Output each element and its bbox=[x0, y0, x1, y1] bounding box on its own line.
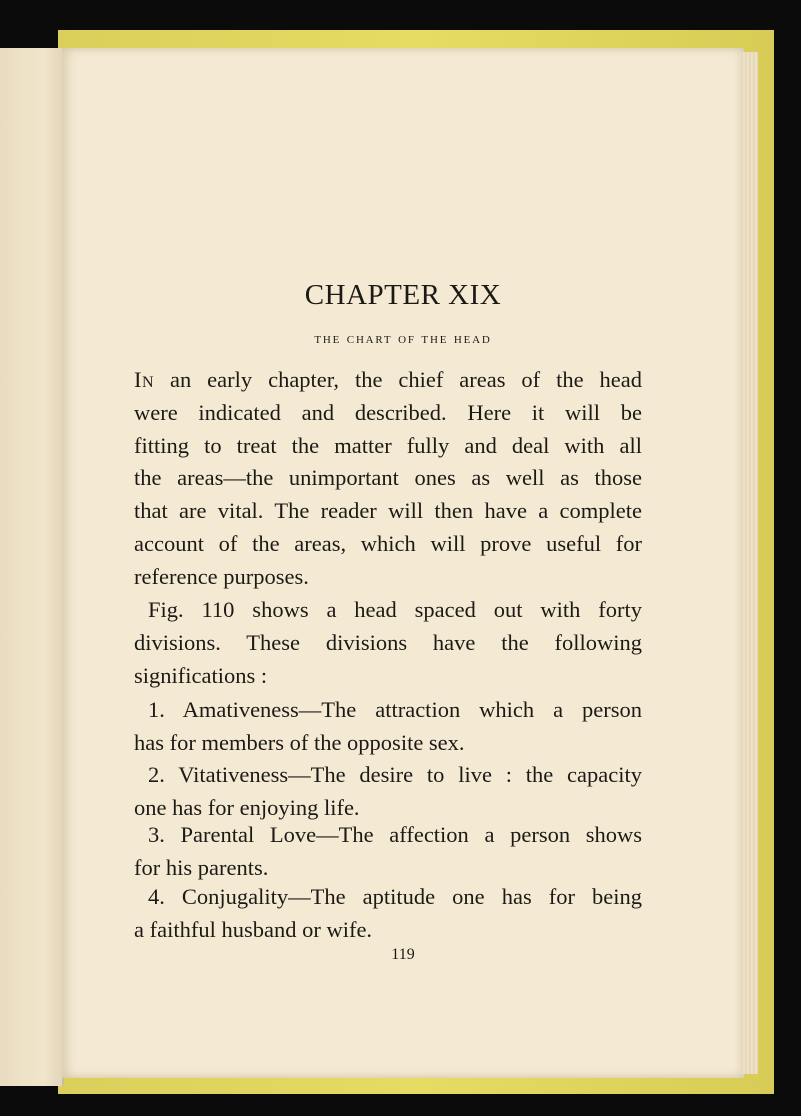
list-item-2 bbox=[134, 759, 642, 825]
paragraph-line: account of the areas, which will prove useful for bbox=[134, 530, 642, 556]
page-edges bbox=[740, 52, 758, 1074]
list-item-1 bbox=[134, 694, 642, 760]
paragraph-line: significations : bbox=[134, 662, 268, 688]
paragraph-line: Fig. 110 shows a head spaced out with forty bbox=[148, 597, 642, 622]
paragraph-line: that are vital. The reader will then have a complete bbox=[134, 498, 642, 524]
paragraph-intro bbox=[134, 364, 642, 594]
lead-word: In bbox=[134, 367, 155, 392]
list-item-4 bbox=[134, 881, 642, 947]
list-line: one has for enjoying life. bbox=[134, 794, 360, 820]
list-line: a faithful husband or wife. bbox=[134, 916, 373, 942]
page-number: 119 bbox=[391, 946, 415, 963]
list-line: 1. Amativeness—The attraction which a person bbox=[148, 697, 642, 722]
paragraph-figure bbox=[134, 594, 642, 692]
chapter-heading: CHAPTER XIX bbox=[304, 279, 502, 311]
paragraph-line: divisions. These divisions have the following bbox=[134, 629, 642, 655]
list-line: 2. Vitativeness—The desire to live : the capacity bbox=[148, 762, 642, 787]
paragraph-line: were indicated and described. Here it will be bbox=[134, 399, 642, 425]
paragraph-line: In an early chapter, the chief areas of the head bbox=[134, 367, 642, 392]
left-page bbox=[0, 48, 64, 1086]
list-line: 3. Parental Love—The affection a person shows bbox=[148, 822, 642, 847]
list-line: has for members of the opposite sex. bbox=[134, 729, 465, 755]
paragraph-line: the areas—the unimportant ones as well as those bbox=[134, 465, 642, 491]
paragraph-line: fitting to treat the matter fully and deal with all bbox=[134, 432, 642, 458]
list-item-3 bbox=[134, 819, 642, 885]
list-line: for his parents. bbox=[134, 854, 269, 880]
chapter-subtitle: the chart of the head bbox=[314, 330, 492, 347]
list-line: 4. Conjugality—The aptitude one has for being bbox=[148, 884, 642, 909]
paragraph-line: reference purposes. bbox=[134, 563, 309, 589]
